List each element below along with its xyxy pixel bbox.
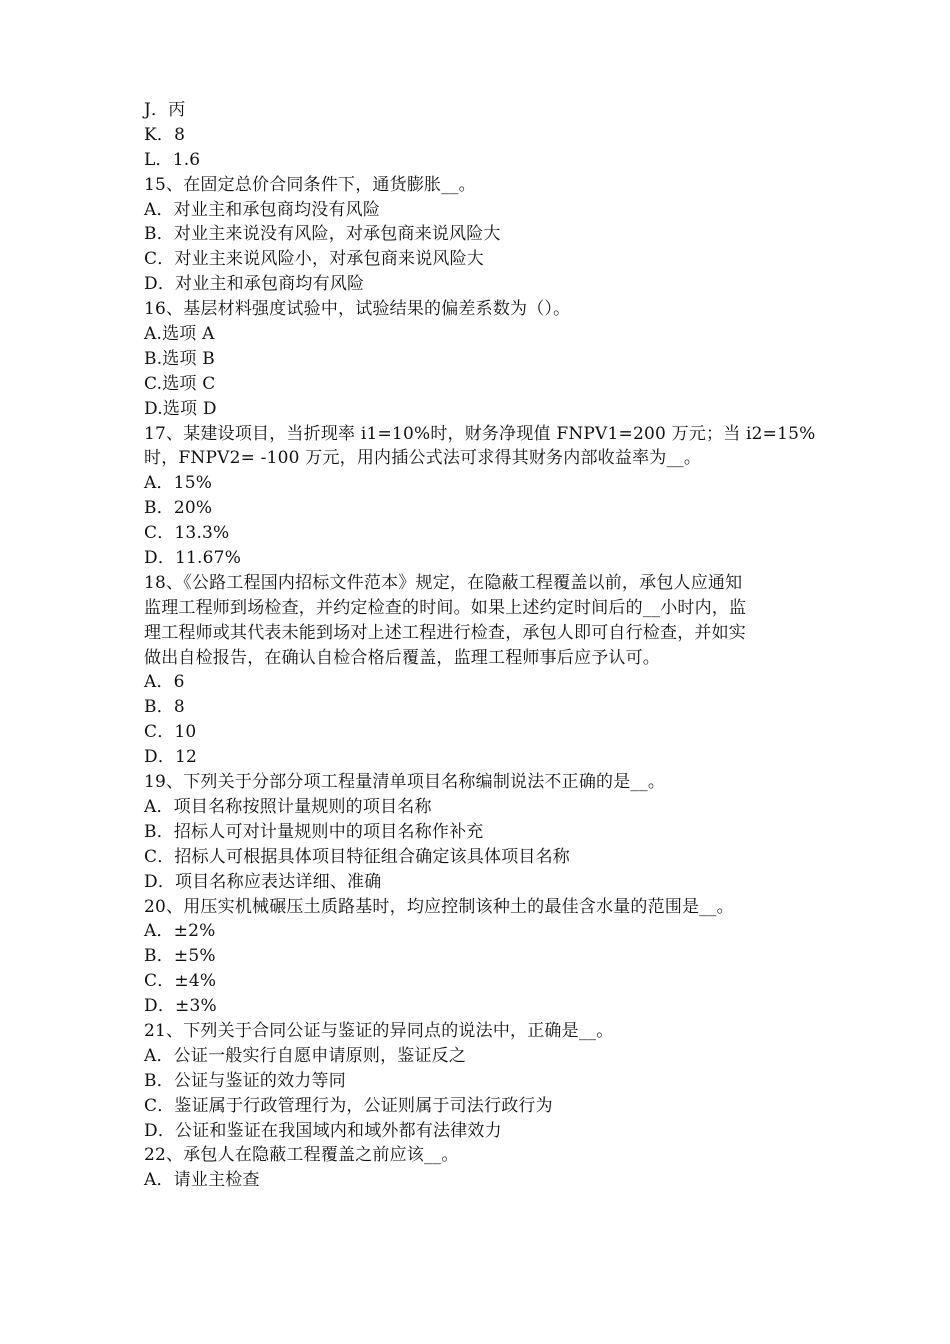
option-line: D.选项 D [144, 398, 217, 419]
question-line: 理工程师或其代表未能到场对上述工程进行检查，承包人即可自行检查，并如实 [144, 622, 746, 643]
question-line: 监理工程师到场检查，并约定检查的时间。如果上述约定时间后的__小时内，监 [144, 597, 747, 618]
option-line: A．公证一般实行自愿申请原则，鉴证反之 [144, 1045, 467, 1066]
question-line: 19、下列关于分部分项工程量清单项目名称编制说法不正确的是__。 [144, 772, 666, 793]
option-line: A．15% [144, 473, 213, 494]
option-line: B．招标人可对计量规则中的项目名称作补充 [144, 821, 484, 842]
option-line: B．±5% [144, 946, 216, 967]
document-body [144, 98, 824, 1193]
option-line: L．1.6 [144, 149, 201, 170]
question-line: 18、《公路工程国内招标文件范本》规定，在隐蔽工程覆盖以前，承包人应通知 [144, 572, 743, 593]
option-line: C．鉴证属于行政管理行为，公证则属于司法行政行为 [144, 1095, 553, 1116]
question-line: 时，FNPV2= -100 万元，用内插公式法可求得其财务内部收益率为__。 [144, 448, 702, 469]
question-line: 22、承包人在隐蔽工程覆盖之前应该__。 [144, 1145, 459, 1166]
option-line: C．13.3% [144, 523, 230, 544]
question-line: 15、在固定总价合同条件下，通货膨胀__。 [144, 174, 476, 195]
option-line: A．项目名称按照计量规则的项目名称 [144, 796, 432, 817]
option-line: D．12 [144, 747, 198, 768]
option-line: B．对业主来说没有风险，对承包商来说风险大 [144, 224, 501, 245]
option-line: C．10 [144, 722, 197, 743]
option-line: D．项目名称应表达详细、准确 [144, 871, 382, 892]
option-line: B．20% [144, 498, 213, 519]
option-line: B．8 [144, 697, 185, 718]
option-line: D．11.67% [144, 548, 242, 569]
option-line: D．对业主和承包商均有风险 [144, 274, 365, 295]
option-line: A．对业主和承包商均没有风险 [144, 199, 381, 220]
option-line: B．公证与鉴证的效力等同 [144, 1070, 346, 1091]
option-line: A．±2% [144, 921, 216, 942]
option-line: D．公证和鉴证在我国域内和域外都有法律效力 [144, 1120, 502, 1141]
option-line: A.选项 A [144, 324, 215, 345]
question-line: 做出自检报告，在确认自检合格后覆盖，监理工程师事后应予认可。 [144, 647, 660, 668]
option-line: A．请业主检查 [144, 1170, 260, 1191]
option-line: K．8 [144, 124, 186, 145]
option-line: A．6 [144, 672, 185, 693]
question-line: 17、某建设项目，当折现率 i1=10%时，财务净现值 FNPV1=200 万元；当 i2=15% [144, 423, 816, 444]
option-line: D．±3% [144, 996, 217, 1017]
option-line: J．丙 [144, 100, 186, 120]
option-line: C．±4% [144, 971, 217, 992]
option-line: B.选项 B [144, 348, 215, 369]
question-line: 21、下列关于合同公证与鉴证的异同点的说法中，正确是__。 [144, 1020, 614, 1041]
option-line: C．招标人可根据具体项目特征组合确定该具体项目名称 [144, 846, 571, 867]
question-line: 16、基层材料强度试验中，试验结果的偏差系数为（）。 [144, 299, 571, 320]
option-line: C.选项 C [144, 373, 216, 394]
option-line: C．对业主来说风险小，对承包商来说风险大 [144, 249, 485, 270]
question-line: 20、用压实机械碾压土质路基时，均应控制该种土的最佳含水量的范围是__。 [144, 896, 734, 917]
